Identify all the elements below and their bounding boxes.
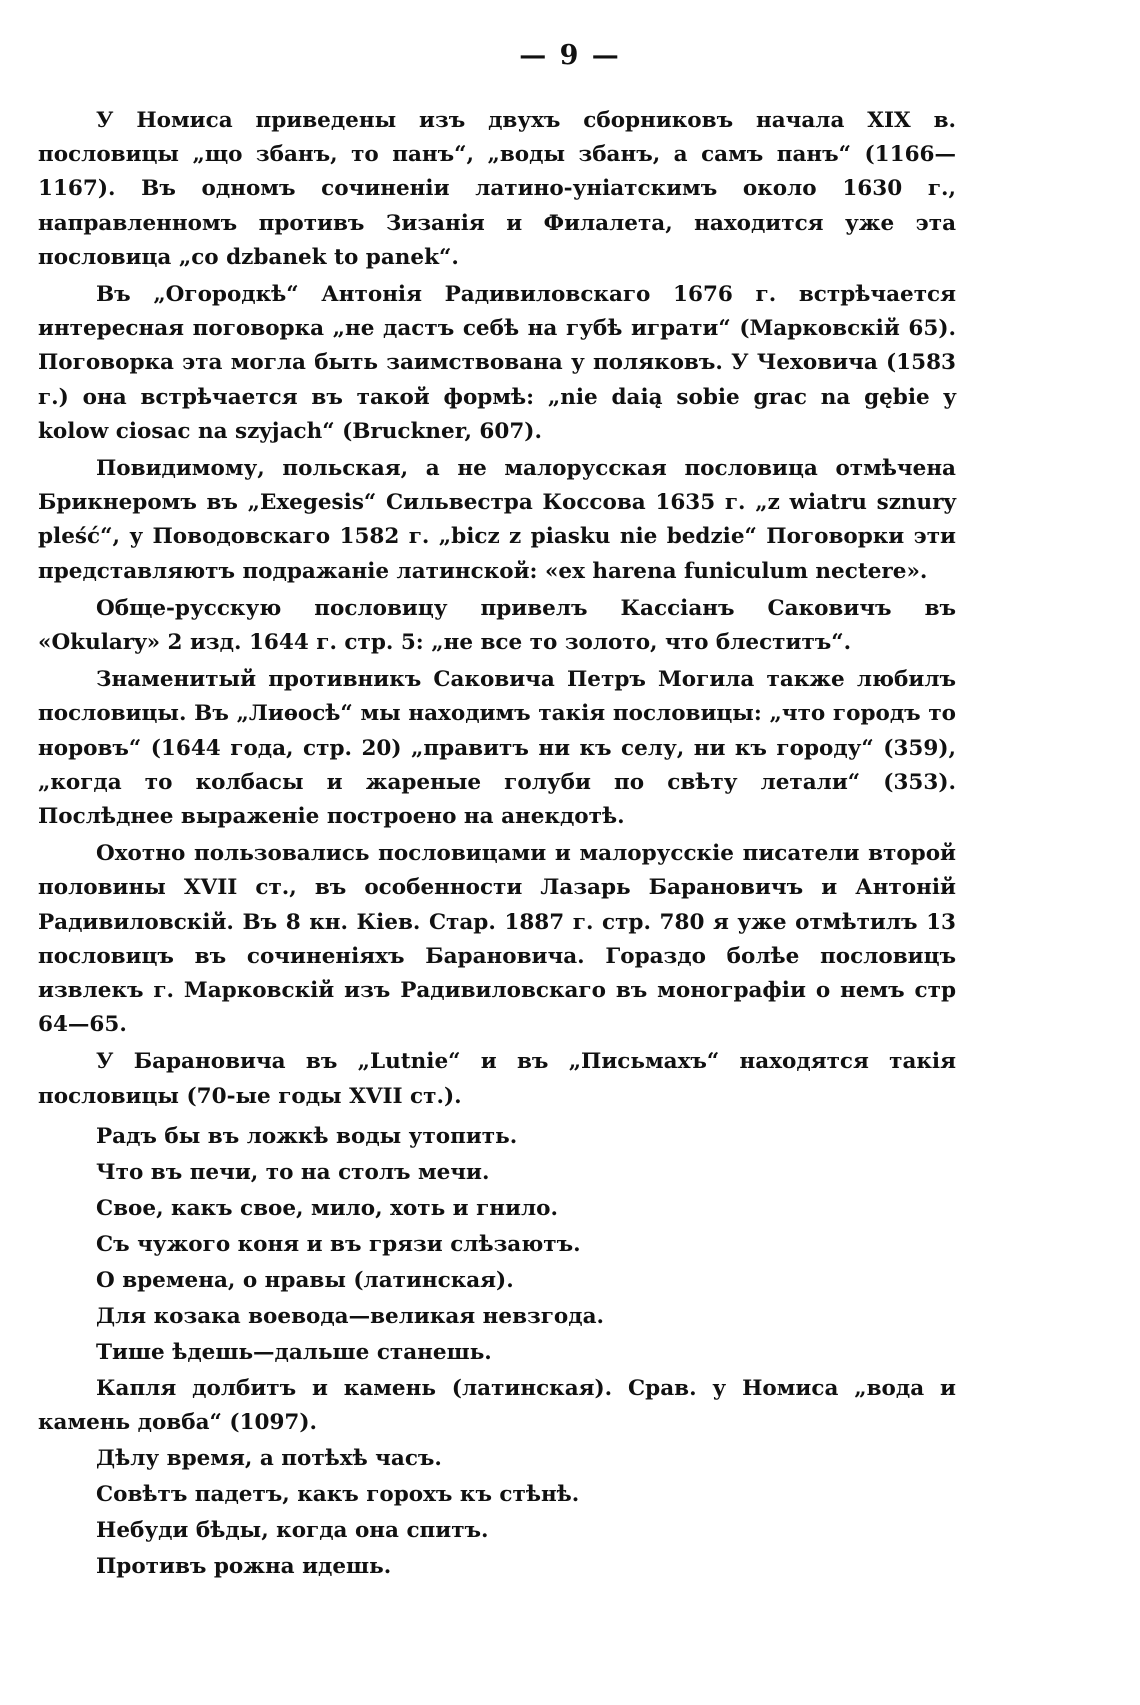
proverb: Противъ рожна идешь.	[96, 1554, 392, 1580]
paragraph: Знаменитый противникъ Саковича Петръ Могила также любилъ пословицы. Въ „Лиѳосѣ“ мы находимъ такія пословицы: „что городъ то норовъ“ (1644 года, стр. 20) „правитъ ни къ селу, ни къ городу“ (359), „когда то колбасы и жареные голуби по свѣту летали“ (353). Послѣднее выраженіе построено на анекдотѣ.	[38, 667, 956, 830]
proverb: Радъ бы въ ложкѣ воды утопить.	[96, 1123, 518, 1149]
paragraph: Въ „Огородкѣ“ Антонія Радивиловскаго 1676 г. встрѣчается интересная поговорка „не дастъ себѣ на губѣ играти“ (Марковскій 65). Поговорка эта могла быть заимствована у поляковъ. У Чеховича (1583 г.) она встрѣчается въ такой формѣ: „nie daią sobie grac na gębie y kolow ciosac na szyjach“ (Bruckner, 607).	[38, 282, 956, 444]
proverb: Дѣлу время, а потѣхѣ часъ.	[96, 1446, 442, 1472]
paragraph: У Номиса приведены изъ двухъ сборниковъ начала XIX в. пословицы „що збанъ, то панъ“, „воды збанъ, а самъ панъ“ (1166—1167). Въ одномъ сочиненіи латино-уніатскимъ около 1630 г., направленномъ противъ Зизанія и Филалета, находится уже эта пословица „co dzbanek to panek“.	[38, 108, 956, 270]
proverb: Что въ печи, то на столъ мечи.	[96, 1159, 490, 1185]
page-text	[38, 104, 956, 1586]
proverb: Тише ѣдешь—дальше станешь.	[96, 1339, 492, 1365]
proverb: Свое, какъ свое, мило, хоть и гнило.	[96, 1195, 558, 1221]
paragraph: Обще-русскую пословицу привелъ Кассіанъ Саковичъ въ «Okulary» 2 изд. 1644 г. стр. 5: „не все то золото, что блеститъ“.	[38, 595, 956, 656]
page-number: — 9 —	[519, 40, 621, 71]
proverb: Небуди бѣды, когда она спитъ.	[96, 1518, 489, 1544]
proverb: Капля долбитъ и камень (латинская). Срав. у Номиса „вода и камень довба“ (1097).	[38, 1375, 956, 1436]
paragraph: Повидимому, польская, а не малорусская пословица отмѣчена Брикнеромъ въ „Exegesis“ Сильвестра Коссова 1635 г. „z wiatru sznury pleść“, у Поводовскаго 1582 г. „bicz z piasku nie bedzie“ Поговорки эти представляютъ подражаніе латинской: «ex harena funiculum nectere».	[38, 456, 956, 584]
proverb: Для козака воевода—великая невзгода.	[96, 1303, 604, 1329]
proverb: Съ чужого коня и въ грязи слѣзаютъ.	[96, 1231, 581, 1257]
paragraph: У Барановича въ „Lutnie“ и въ „Письмахъ“ находятся такія пословицы (70-ые годы XVII ст.).	[38, 1049, 956, 1109]
proverb: О времена, о нравы (латинская).	[96, 1267, 514, 1293]
paragraph: Охотно пользовались пословицами и малорусскіе писатели второй половины XVII ст., въ особенности Лазарь Барановичъ и Антоній Радивиловскій. Въ 8 кн. Кіев. Стар. 1887 г. стр. 780 я уже отмѣтилъ 13 пословицъ въ сочиненіяхъ Барановича. Гораздо болѣе пословицъ извлекъ г. Марковскій изъ Радивиловскаго въ монографіи о немъ стр 64—65.	[38, 841, 956, 1038]
proverb: Совѣтъ падетъ, какъ горохъ къ стѣнѣ.	[96, 1482, 580, 1508]
proverb-list	[38, 1120, 956, 1584]
